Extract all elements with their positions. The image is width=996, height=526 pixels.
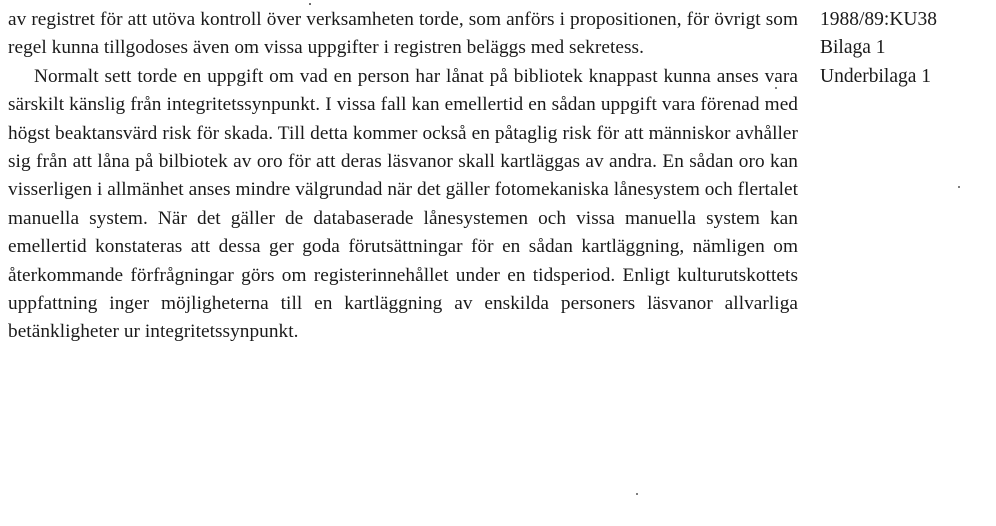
scan-speck [636, 493, 638, 495]
paragraph-continued: av registret för att utöva kontroll över verksamheten torde, som anförs i propositionen, för övrigt som regel kunna tillgodoses även om vissa uppgifter i registren beläggs med sekretess. [8, 9, 798, 59]
body-text [8, 6, 798, 347]
paragraph-library-loans: Normalt sett torde en uppgift om vad en person har lånat på bibliotek knappast kunna anses vara särskilt känslig från integritetssynpunkt. I vissa fall kan emellertid en sådan uppgift vara förenad med högst beaktansvärd risk för skada. Till detta kommer också en påtaglig risk för att människor avhåller sig från att låna på bilbiotek av oro för att deras läsvanor skall kartläggas av andra. En sådan oro kan visserligen i allmänhet anses mindre välgrundad när det gäller fotomekaniska lånesystem och flertalet manuella system. När det gäller de databaserade lånesystemen och vissa manuella system kan emellertid konstateras att dessa ger goda förutsättningar för en sådan kartläggning, nämligen om återkommande förfrågningar görs om registerinnehållet under en tidsperiod. Enligt kulturutskottets uppfattning inger möjligheterna till en kartläggning av enskilda personers läsvanor allvarliga betänkligheter ur integritetssynpunkt. [8, 65, 798, 343]
reference-appendix: Bilaga 1 [820, 37, 886, 59]
document-reference [820, 6, 992, 91]
reference-subappendix: Underbilaga 1 [820, 65, 932, 87]
scan-speck [775, 87, 777, 89]
scan-speck [309, 3, 311, 5]
scan-speck [958, 186, 960, 188]
reference-number: 1988/89:KU38 [820, 9, 937, 30]
